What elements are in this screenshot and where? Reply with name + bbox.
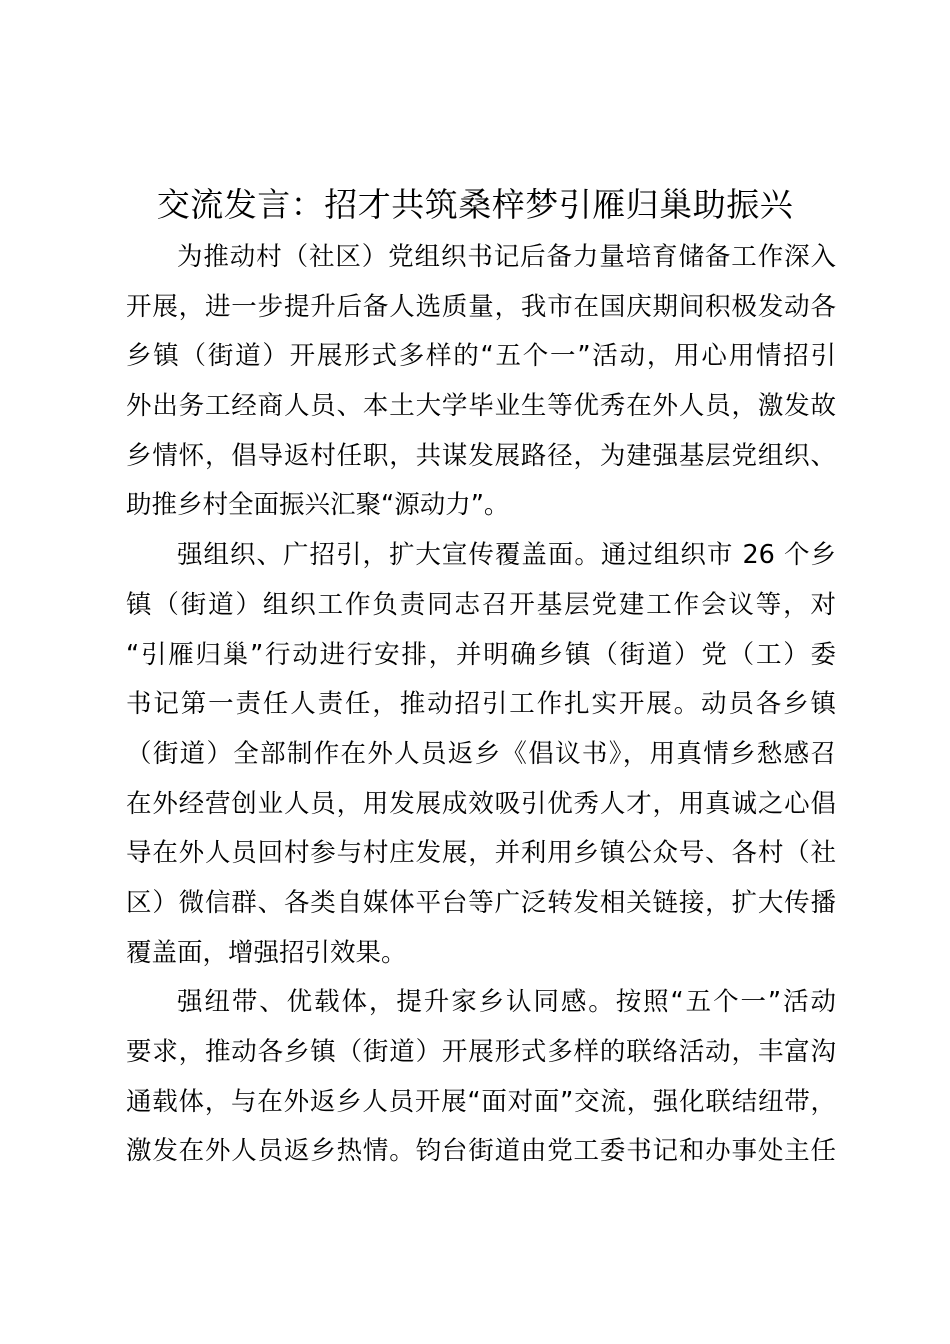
text-line: 外出务工经商人员、本土大学毕业生等优秀在外人员，激发故: [126, 391, 836, 422]
text-line: 强组织、广招引，扩大宣传覆盖面。通过组织市 26 个乡: [177, 540, 836, 571]
text-line: 通载体，与在外返乡人员开展“面对面”交流，强化联结纽带，: [126, 1086, 836, 1117]
text-line: 为推动村（社区）党组织书记后备力量培育储备工作深入: [177, 242, 836, 272]
text-line: 乡镇（街道）开展形式多样的“五个一”活动，用心用情招引: [126, 341, 836, 372]
text-line: 导在外人员回村参与村庄发展，并利用乡镇公众号、各村（社: [126, 838, 836, 869]
text-line: 助推乡村全面振兴汇聚“源动力”。: [126, 490, 510, 521]
text-line: 在外经营创业人员，用发展成效吸引优秀人才，用真诚之心倡: [126, 788, 836, 819]
text-line: （街道）全部制作在外人员返乡《倡议书》，用真情乡愁感召: [126, 738, 836, 769]
paragraph-3: [126, 978, 836, 1177]
text-line: 乡情怀，倡导返村任职，共谋发展路径，为建强基层党组织、: [126, 440, 836, 471]
text-line: 开展，进一步提升后备人选质量，我市在国庆期间积极发动各: [126, 291, 836, 322]
text-line: 书记第一责任人责任，推动招引工作扎实开展。动员各乡镇: [126, 689, 836, 720]
text-line: 区）微信群、各类自媒体平台等广泛转发相关链接，扩大传播: [126, 887, 836, 918]
text-line: 激发在外人员返乡热情。钧台街道由党工委书记和办事处主任: [126, 1136, 836, 1167]
paragraph-1: [126, 233, 836, 531]
text-line: “引雁归巢”行动进行安排，并明确乡镇（街道）党（工）委: [126, 639, 836, 670]
text-line: 要求，推动各乡镇（街道）开展形式多样的联络活动，丰富沟: [126, 1037, 836, 1067]
text-line: 覆盖面，增强招引效果。: [126, 937, 407, 968]
document-title: 交流发言：招才共筑桑梓梦引雁归巢助振兴: [156, 185, 794, 224]
text-line: 强纽带、优载体，提升家乡认同感。按照“五个一”活动: [177, 987, 836, 1018]
text-line: 镇（街道）组织工作负责同志召开基层党建工作会议等，对: [126, 589, 836, 620]
paragraph-2: [126, 531, 836, 978]
document-body: [126, 233, 836, 1177]
